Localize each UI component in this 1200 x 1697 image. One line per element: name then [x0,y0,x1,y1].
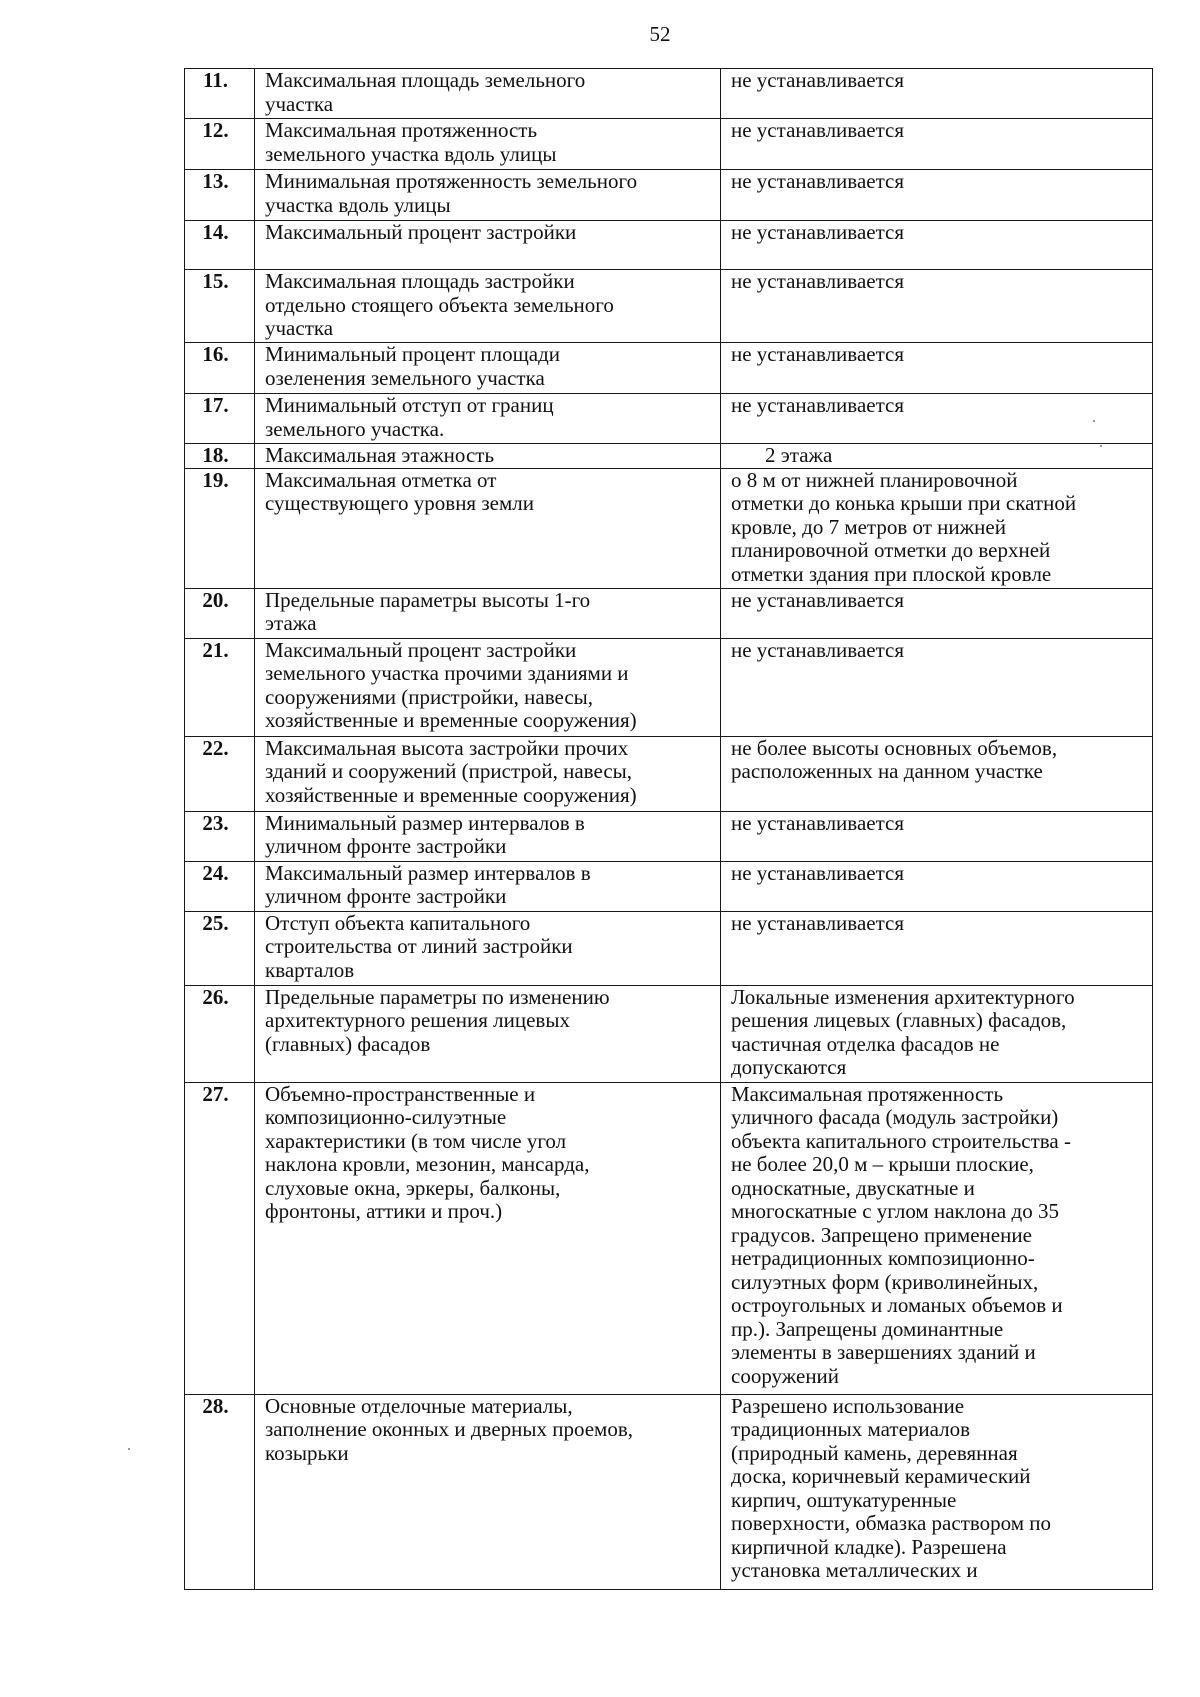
parameter-value-cell [721,394,1153,444]
parameter-value-cell [721,444,1153,469]
table-row [185,811,1153,861]
table-row [185,119,1153,170]
table-row [185,270,1153,343]
row-number: 16. [185,343,255,394]
table-row [185,444,1153,469]
parameters-table [184,68,1153,1590]
parameter-name: Минимальный процент площади озеленения земельного участка [265,342,561,390]
parameter-value-cell [721,343,1153,394]
parameter-name-cell [255,985,721,1082]
table-row [185,221,1153,270]
row-number: 14. [185,221,255,270]
parameter-value-cell [721,911,1153,985]
parameters-table-body [185,69,1153,1590]
parameter-value: не устанавливается [731,118,904,142]
parameter-name-cell [255,588,721,638]
parameter-value-cell [721,1082,1153,1394]
parameter-value: не устанавливается [731,811,904,835]
parameter-name: Объемно-пространственные и композиционно-силуэтные характеристики (в том числе угол наклона кровли, мезонин, мансарда, слуховые окна, эркеры, балконы, фронтоны, аттики и проч.) [265,1082,590,1223]
parameter-name-cell [255,861,721,911]
row-number: 19. [185,468,255,588]
parameter-name: Минимальная протяженность земельного участка вдоль улицы [265,169,638,217]
parameter-value-cell [721,119,1153,170]
parameter-value-cell [721,170,1153,221]
scan-speck [128,1448,130,1450]
parameter-value: 2 этажа [765,443,833,467]
parameter-name: Предельные параметры высоты 1-го этажа [265,588,591,635]
row-number: 11. [185,69,255,119]
table-row [185,1394,1153,1589]
table-row [185,1082,1153,1394]
table-row [185,468,1153,588]
parameter-value: не устанавливается [731,588,904,612]
parameter-name: Минимальный размер интервалов в уличном фронте застройки [265,811,585,858]
parameter-value-cell [721,1394,1153,1589]
parameter-name: Максимальный процент застройки [265,220,577,244]
parameter-value-cell [721,270,1153,343]
parameter-name: Максимальная отметка от существующего уровня земли [265,468,534,515]
row-number: 15. [185,270,255,343]
scan-speck [1093,420,1095,422]
scan-speck [1100,445,1102,447]
row-number: 18. [185,444,255,469]
table-row [185,588,1153,638]
parameter-value: не устанавливается [731,169,904,193]
parameter-name-cell [255,270,721,343]
parameter-value-cell [721,638,1153,736]
parameter-value: о 8 м от нижней планировочной отметки до конька крыши при скатной кровле, до 7 метров от нижней планировочной отметки до верхней отметки здания при плоской кровле [731,468,1077,586]
row-number: 24. [185,861,255,911]
row-number: 23. [185,811,255,861]
parameter-name-cell [255,1394,721,1589]
parameter-value-cell [721,861,1153,911]
parameter-value: Локальные изменения архитектурного решения лицевых (главных) фасадов, частичная отделка фасадов не допускаются [731,985,1075,1079]
parameter-value: Разрешено использование традиционных материалов (природный камень, деревянная доска, коричневый керамический кирпич, оштукатуренные поверхности, обмазка раствором по кирпичной кладке). Разрешена установка металлических и [731,1394,1052,1582]
row-number: 20. [185,588,255,638]
parameter-name-cell [255,170,721,221]
parameter-value-cell [721,811,1153,861]
parameter-name: Предельные параметры по изменению архитектурного решения лицевых (главных) фасадов [265,985,610,1056]
parameter-value-cell [721,588,1153,638]
parameter-name: Основные отделочные материалы, заполнение оконных и дверных проемов, козырьки [265,1394,634,1465]
parameter-name-cell [255,811,721,861]
parameter-name: Минимальный отступ от границ земельного участка. [265,393,554,441]
row-number: 21. [185,638,255,736]
parameter-value: Максимальная протяженность уличного фасада (модуль застройки) объекта капитального строительства - не более 20,0 м – крыши плоские, односкатные, двускатные и многоскатные с углом наклона до 35 градусов. Запрещено применение нетрадиционных композиционно- силуэтных форм (криволинейных, остроугольных и ломаных объемов и пр.). Запрещены доминантные элементы в завершениях зданий и сооружений [731,1082,1071,1388]
row-number: 25. [185,911,255,985]
table-row [185,343,1153,394]
parameter-name: Максимальная площадь земельного участка [265,68,586,116]
table-row [185,736,1153,811]
parameter-value-cell [721,985,1153,1082]
parameter-value-cell [721,736,1153,811]
parameter-name-cell [255,468,721,588]
parameter-name: Максимальная высота застройки прочих зданий и сооружений (пристрой, навесы, хозяйственные и временные сооружения) [265,736,637,807]
parameter-name: Максимальный процент застройки земельного участка прочими зданиями и сооружениями (пристройки, навесы, хозяйственные и временные сооружения) [265,638,637,732]
parameter-name-cell [255,638,721,736]
table-row [185,170,1153,221]
parameter-value-cell [721,221,1153,270]
row-number: 28. [185,1394,255,1589]
parameter-value-cell [721,468,1153,588]
parameter-name-cell [255,394,721,444]
row-number: 27. [185,1082,255,1394]
parameter-value: не устанавливается [731,393,904,417]
table-row [185,394,1153,444]
parameter-value: не устанавливается [731,861,904,885]
parameter-name-cell [255,221,721,270]
parameter-name: Максимальная протяженность земельного участка вдоль улицы [265,118,557,166]
row-number: 17. [185,394,255,444]
parameter-name-cell [255,119,721,170]
page-number: 52 [649,22,671,46]
row-number: 13. [185,170,255,221]
parameter-value: не более высоты основных объемов, расположенных на данном участке [731,736,1058,783]
parameter-value-cell [721,69,1153,119]
row-number: 26. [185,985,255,1082]
parameter-name-cell [255,1082,721,1394]
parameter-value: не устанавливается [731,220,904,244]
parameter-name-cell [255,69,721,119]
parameter-value: не устанавливается [731,342,904,366]
parameter-name-cell [255,343,721,394]
table-row [185,69,1153,119]
parameter-name: Максимальная этажность [265,443,495,467]
parameter-name: Максимальная площадь застройки отдельно стоящего объекта земельного участка [265,269,614,340]
table-row [185,638,1153,736]
parameter-name-cell [255,444,721,469]
table-row [185,911,1153,985]
parameter-name: Максимальный размер интервалов в уличном фронте застройки [265,861,591,908]
parameter-name-cell [255,736,721,811]
parameter-value: не устанавливается [731,911,904,935]
row-number: 22. [185,736,255,811]
parameter-name: Отступ объекта капитального строительства от линий застройки кварталов [265,911,573,982]
parameter-value: не устанавливается [731,638,904,662]
table-row [185,861,1153,911]
parameter-value: не устанавливается [731,269,904,293]
table-row [185,985,1153,1082]
parameter-name-cell [255,911,721,985]
parameter-value: не устанавливается [731,68,904,92]
row-number: 12. [185,119,255,170]
